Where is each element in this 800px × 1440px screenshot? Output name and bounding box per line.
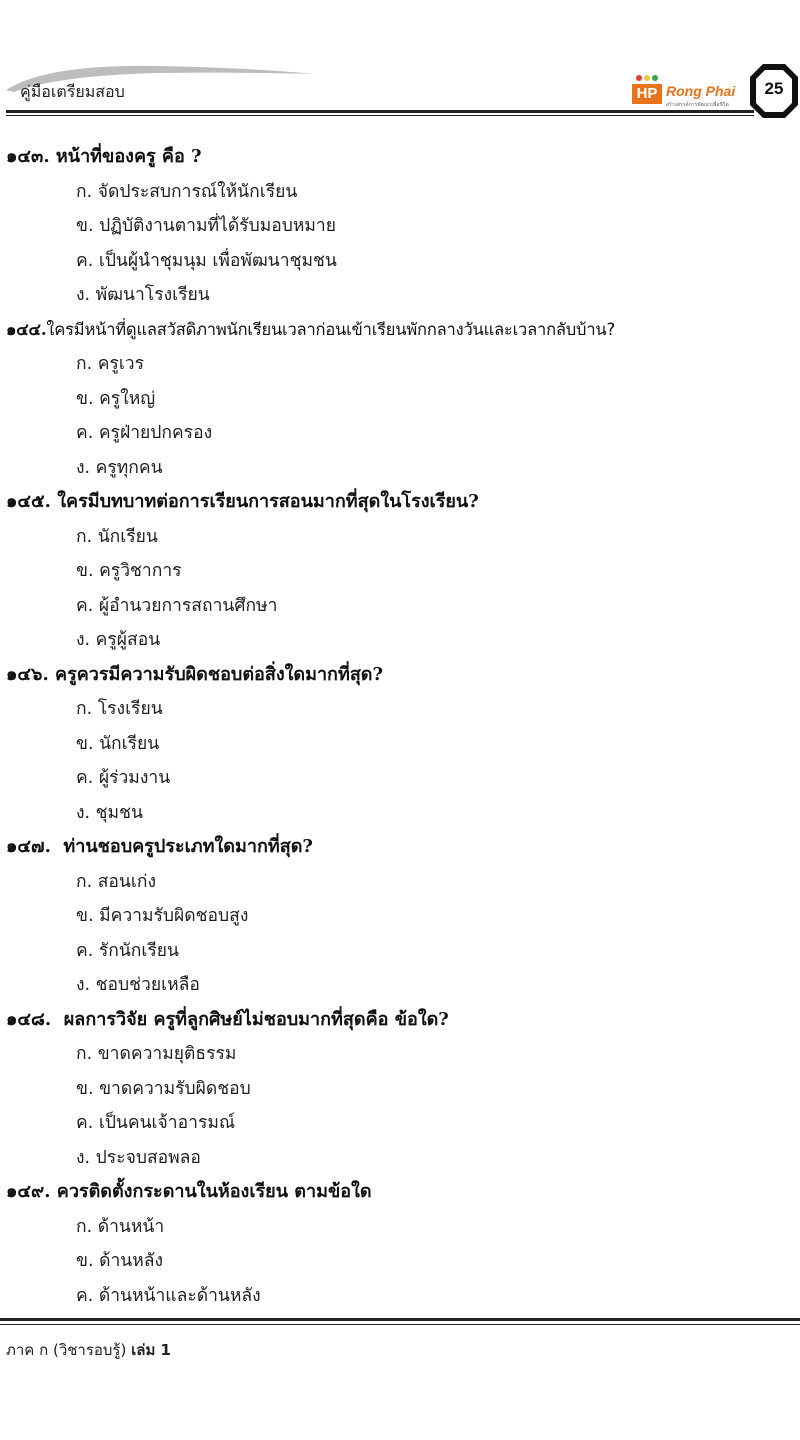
option-c: ค. ด้านหน้าและด้านหลัง (76, 1285, 261, 1306)
option-d: ง. ประจบสอพลอ (76, 1147, 201, 1168)
page-header (0, 0, 800, 125)
option-c: ค. เป็นคนเจ้าอารมณ์ (76, 1113, 236, 1133)
question-list (0, 140, 800, 1313)
question-number: ๑๔๖. (6, 663, 49, 685)
option-b: ข. ด้านหลัง (76, 1251, 164, 1271)
question-number: ๑๔๘. (6, 1008, 52, 1030)
page-number: 25 (764, 79, 784, 98)
question-number: ๑๔๗. (6, 836, 51, 857)
option-b: ข. ครูวิชาการ (76, 561, 182, 581)
logo-tagline: สร้างสรรค์การพัฒนาเพื่อชีวิต (666, 102, 729, 108)
option-a: ก. จัดประสบการณ์ให้นักเรียน (76, 181, 298, 202)
option-b: ข. นักเรียน (76, 733, 160, 754)
rong-phai-logo (632, 75, 747, 109)
question-number: ๑๔๓. (6, 146, 50, 167)
question-stem: ผลการวิจัย ครูที่ลูกศิษย์ไม่ชอบมากที่สุดคือ ข้อใด? (63, 1008, 449, 1030)
question-text (0, 313, 800, 348)
question-149 (0, 1175, 800, 1313)
option-c: ค. ผู้อำนวยการสถานศึกษา (76, 595, 278, 616)
question-text (0, 1175, 800, 1210)
header-title: คู่มือเตรียมสอบ (20, 82, 125, 101)
question-stem: ควรติดตั้งกระดานในห้องเรียน ตามข้อใด (56, 1181, 372, 1202)
question-stem: ครูควรมีความรับผิดชอบต่อสิ่งใดมากที่สุด? (55, 663, 384, 685)
option-a: ก. โรงเรียน (76, 699, 163, 719)
question-text (0, 140, 800, 175)
question-148 (0, 1003, 800, 1176)
option-a: ก. นักเรียน (76, 526, 158, 547)
footer-divider (0, 1318, 800, 1321)
question-number: ๑๔๕. (6, 491, 51, 512)
question-145 (0, 485, 800, 658)
footer-volume: เล่ม 1 (131, 1341, 171, 1359)
option-c: ค. เป็นผู้นำชุมนุม เพื่อพัฒนาชุมชน (76, 250, 337, 271)
question-stem: ใครมีบทบาทต่อการเรียนการสอนมากที่สุดในโรงเรียน? (57, 491, 479, 512)
option-d: ง. ชุมชน (76, 802, 143, 823)
option-c: ค. ครูฝ่ายปกครอง (76, 423, 213, 443)
option-c: ค. รักนักเรียน (76, 940, 179, 961)
footer-section: ภาค ก (วิชารอบรู้) (6, 1341, 127, 1359)
logo-name: Rong Phai (666, 83, 736, 99)
option-b: ข. ปฏิบัติงานตามที่ได้รับมอบหมาย (76, 216, 336, 236)
question-147 (0, 830, 800, 1003)
option-d: ง. ชอบช่วยเหลือ (76, 975, 200, 995)
question-text (0, 1003, 800, 1038)
question-stem: ท่านชอบครูประเภทใดมากที่สุด? (63, 836, 313, 857)
question-stem: ใครมีหน้าที่ดูแลสวัสดิภาพนักเรียนเวลาก่อนเข้าเรียนพักกลางวันและเวลากลับบ้าน? (46, 319, 616, 339)
option-b: ข. ขาดความรับผิดชอบ (76, 1078, 251, 1099)
option-a: ก. ขาดความยุติธรรม (76, 1044, 237, 1064)
question-stem: หน้าที่ของครู คือ ? (55, 146, 202, 167)
option-a: ก. สอนเก่ง (76, 871, 156, 892)
logo-mark: HP (632, 84, 662, 104)
question-146 (0, 658, 800, 831)
option-d: ง. ครูทุกคน (76, 457, 163, 478)
page-number-badge (748, 62, 800, 120)
option-b: ข. มีความรับผิดชอบสูง (76, 906, 249, 926)
option-c: ค. ผู้ร่วมงาน (76, 768, 171, 788)
option-b: ข. ครูใหญ่ (76, 388, 156, 409)
question-143 (0, 140, 800, 313)
question-number: ๑๔๙. (6, 1181, 51, 1202)
question-text (0, 658, 800, 693)
footer-divider-thin (0, 1324, 800, 1325)
option-d: ง. พัฒนาโรงเรียน (76, 285, 210, 305)
header-divider (6, 110, 754, 113)
question-number: ๑๔๔. (6, 319, 47, 339)
page-footer (6, 1338, 171, 1362)
option-a: ก. ด้านหน้า (76, 1216, 165, 1237)
header-divider-thin (6, 115, 754, 116)
question-text (0, 830, 800, 865)
question-text (0, 485, 800, 520)
option-a: ก. ครูเวร (76, 354, 145, 374)
question-144 (0, 313, 800, 486)
option-d: ง. ครูผู้สอน (76, 630, 161, 650)
